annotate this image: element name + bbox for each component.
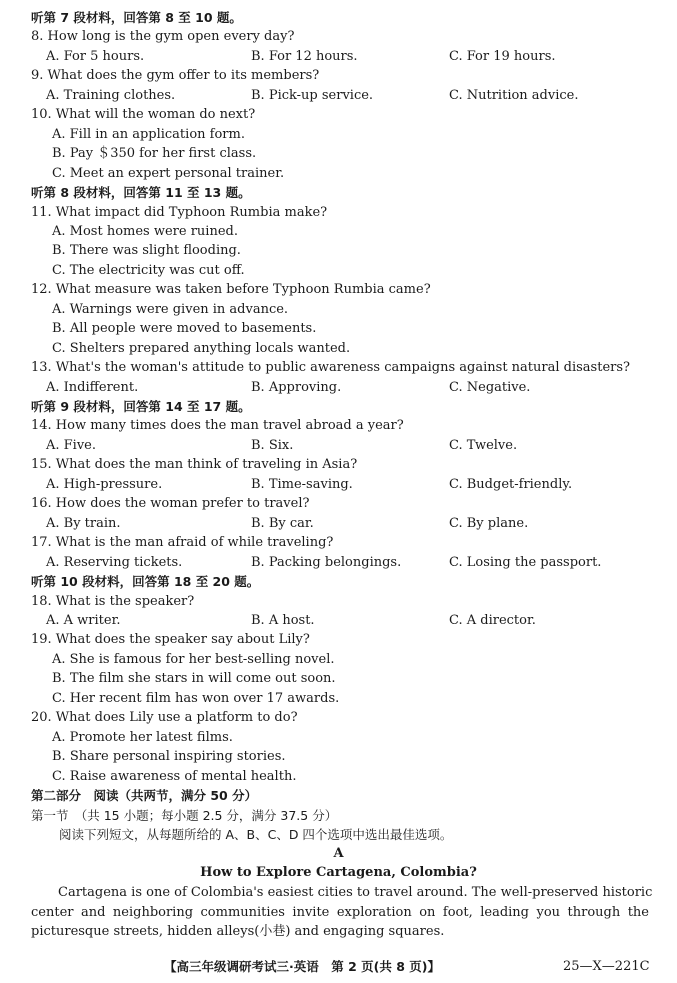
option-c: C. Shelters prepared anything locals wanted. [52, 340, 351, 356]
option-a: A. Fill in an application form. [52, 126, 245, 142]
option-c: C. Budget-friendly. [449, 476, 573, 492]
question-text: 15. What does the man think of traveling in Asia? [31, 457, 358, 473]
passage-letter: A [333, 845, 344, 861]
option-c: C. For 19 hours. [449, 48, 556, 64]
option-a: A. Indifferent. [46, 379, 139, 395]
option-a: A. For 5 hours. [46, 48, 145, 64]
option-line [0, 241, 677, 260]
page-footer [0, 957, 677, 976]
option-c: C. By plane. [449, 515, 529, 531]
section-header: 听第 7 段材料，回答第 8 至 10 题。 [31, 10, 242, 25]
question-line [0, 358, 677, 377]
option-c: C. Her recent film has won over 17 awards. [52, 690, 340, 706]
section-header: 听第 10 段材料，回答第 18 至 20 题。 [31, 574, 260, 589]
question-text: 9. What does the gym offer to its members? [31, 68, 320, 84]
question-text: 8. How long is the gym open every day? [31, 29, 295, 45]
question-line [0, 280, 677, 299]
section-header-line [0, 8, 677, 27]
question-line [0, 105, 677, 124]
options-line [0, 47, 677, 66]
passage-line: Cartagena is one of Colombia's easiest cities to travel around. The well-preserved historic [58, 885, 653, 901]
section-header-line [0, 397, 677, 416]
question-text: 11. What impact did Typhoon Rumbia make? [31, 204, 328, 220]
option-line [0, 125, 677, 144]
question-line [0, 708, 677, 727]
option-c: C. Losing the passport. [449, 554, 602, 570]
option-a: A. Promote her latest films. [52, 729, 233, 745]
options-line [0, 86, 677, 105]
option-b: B. All people were moved to basements. [52, 321, 317, 337]
option-b: B. The film she stars in will come out soon. [52, 671, 336, 687]
question-text: 16. How does the woman prefer to travel? [31, 496, 310, 512]
question-text: 13. What's the woman's attitude to public awareness campaigns against natural disasters? [31, 360, 630, 376]
option-b: B. Time-saving. [251, 476, 353, 492]
option-a: A. Five. [46, 437, 97, 453]
question-line [0, 592, 677, 611]
option-b: B. Six. [251, 437, 294, 453]
passage-line: center and neighboring communities invite exploration on foot, leading you through the [31, 904, 649, 920]
part-title: 第二部分 阅读（共两节，满分 50 分） [31, 788, 258, 803]
option-line [0, 767, 677, 786]
passage-line: picturesque streets, hidden alleys(小巷) and engaging squares. [31, 924, 445, 940]
option-c: C. Nutrition advice. [449, 87, 579, 103]
options-line [0, 475, 677, 494]
option-line [0, 300, 677, 319]
option-b: B. Pay ＄350 for her first class. [52, 146, 257, 162]
part-title-line [0, 786, 677, 805]
footer-page-info: 【高三年级调研考试三·英语 第 2 页(共 8 页)】 [164, 959, 440, 974]
section-header-line [0, 183, 677, 202]
question-line [0, 66, 677, 85]
option-c: C. A director. [449, 613, 536, 628]
option-c: C. Twelve. [449, 437, 518, 453]
option-line [0, 164, 677, 183]
footer-exam-code: 25—X—221C [563, 959, 650, 974]
option-a: A. By train. [46, 515, 121, 531]
option-b: B. For 12 hours. [251, 48, 358, 64]
option-b: B. There was slight flooding. [52, 243, 241, 259]
question-text: 12. What measure was taken before Typhoon Rumbia came? [31, 282, 431, 298]
question-text: 20. What does Lily use a platform to do? [31, 710, 298, 726]
question-text: 19. What does the speaker say about Lily? [31, 632, 310, 648]
options-line [0, 611, 677, 630]
passage-title: How to Explore Cartagena, Colombia? [200, 865, 477, 881]
option-line [0, 261, 677, 280]
options-line [0, 436, 677, 455]
section-header: 听第 9 段材料，回答第 14 至 17 题。 [31, 399, 251, 414]
question-line [0, 494, 677, 513]
question-text: 10. What will the woman do next? [31, 107, 256, 123]
option-a: A. Warnings were given in advance. [52, 301, 289, 317]
section-header: 听第 8 段材料，回答第 11 至 13 题。 [31, 185, 251, 200]
section-title: 第一节 （共 15 小题；每小题 2.5 分，满分 37.5 分） [31, 807, 338, 823]
option-a: A. She is famous for her best-selling novel. [52, 651, 335, 667]
section-title-line [0, 806, 677, 825]
option-a: A. Most homes were ruined. [52, 223, 238, 239]
option-line [0, 669, 677, 688]
option-c: C. The electricity was cut off. [52, 262, 245, 278]
options-line [0, 378, 677, 397]
option-line [0, 689, 677, 708]
option-line [0, 319, 677, 338]
option-c: C. Meet an expert personal trainer. [52, 165, 285, 181]
question-line [0, 27, 677, 46]
question-text: 17. What is the man afraid of while traveling? [31, 535, 334, 551]
question-text: 14. How many times does the man travel abroad a year? [31, 418, 404, 434]
option-c: C. Raise awareness of mental health. [52, 768, 297, 784]
option-a: A. High-pressure. [46, 476, 163, 492]
option-line [0, 339, 677, 358]
option-b: B. By car. [251, 515, 314, 531]
options-line [0, 553, 677, 572]
option-b: B. Approving. [251, 379, 342, 395]
option-line [0, 728, 677, 747]
section-header-line [0, 572, 677, 591]
option-a: A. Reserving tickets. [46, 554, 183, 570]
option-line [0, 144, 677, 163]
question-line [0, 630, 677, 649]
option-line [0, 222, 677, 241]
question-line [0, 533, 677, 552]
option-a: A. Training clothes. [46, 87, 176, 103]
instruction-line [0, 825, 677, 844]
option-c: C. Negative. [449, 379, 531, 395]
option-b: B. A host. [251, 613, 315, 628]
option-line [0, 650, 677, 669]
question-line [0, 203, 677, 222]
option-a: A. A writer. [46, 613, 121, 628]
option-b: B. Pick-up service. [251, 87, 374, 103]
option-line [0, 747, 677, 766]
options-line [0, 514, 677, 533]
question-text: 18. What is the speaker? [31, 593, 195, 609]
question-line [0, 455, 677, 474]
question-line [0, 416, 677, 435]
instruction: 阅读下列短文，从每题所给的 A、B、C、D 四个选项中选出最佳选项。 [59, 826, 453, 842]
option-b: B. Share personal inspiring stories. [52, 749, 286, 765]
option-b: B. Packing belongings. [251, 554, 402, 570]
